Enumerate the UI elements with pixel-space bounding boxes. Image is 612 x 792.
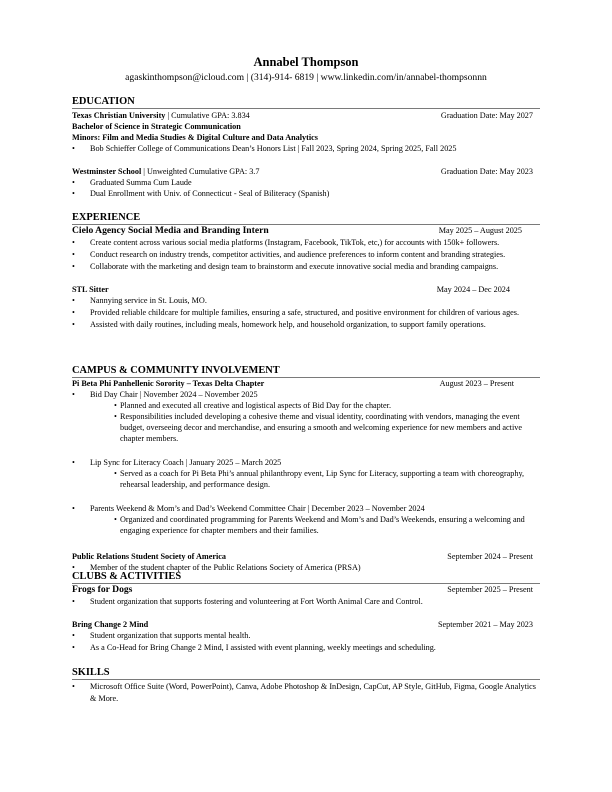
sub-bullet: • Responsibilities included developing a cohesive theme and visual identity, coordinating with vendors, managing the event budget, overseeing decor and merchandise, and ensuring a smooth and welcoming experience for new members and active chapter members. xyxy=(114,412,522,443)
bullet: • Dual Enrollment with Univ. of Connecticut - Seal of Biliteracy (Spanish) xyxy=(72,188,540,199)
tcu-row xyxy=(72,110,540,121)
bullet: • Collaborate with the marketing and design team to brainstorm and execute innovative social media and branding campaigns. xyxy=(72,261,540,272)
bullet: • Microsoft Office Suite (Word, PowerPoint), Canva, Adobe Photoshop & InDesign, CapCut, AP Style, GitHub, Figma, Google Analytics & More. xyxy=(72,681,540,705)
bc2m-row xyxy=(72,619,540,630)
experience-section xyxy=(72,212,540,330)
section-heading: EXPERIENCE xyxy=(72,212,540,225)
org-name: Frogs for Dogs xyxy=(72,584,133,595)
bullet: • Conduct research on industry trends, competitor activities, and audience preferences to inform content and branding strategies. xyxy=(72,249,540,260)
org-date: August 2023 – Present xyxy=(439,379,514,388)
role-bullet: • Lip Sync for Literacy Coach | January 2025 – March 2025 xyxy=(72,457,540,468)
prssa-row xyxy=(72,551,540,562)
gpa: | Cumulative GPA: 3.834 xyxy=(165,111,250,120)
bullet: • Create content across various social media platforms (Instagram, Facebook, TikTok, etc,) for accounts with 150k+ followers. xyxy=(72,237,540,248)
role-bullet: • Parents Weekend & Mom’s and Dad’s Weekend Committee Chair | December 2023 – November 2024 xyxy=(72,503,540,514)
job-date: May 2025 – August 2025 xyxy=(438,226,522,235)
cielo-row xyxy=(72,225,540,237)
school-name: Westminster School xyxy=(72,167,142,176)
bullet: • Graduated Summa Cum Laude xyxy=(72,177,540,188)
graduation-date: Graduation Date: May 2027 xyxy=(440,111,533,120)
bullet: • Assisted with daily routines, including meals, homework help, and household organization, to support family operations. xyxy=(72,319,540,330)
pibeta-row xyxy=(72,378,540,389)
job-title: Cielo Agency Social Media and Branding Intern xyxy=(72,225,269,236)
campus-section xyxy=(72,365,540,573)
minors: Minors: Film and Media Studies & Digital Culture and Data Analytics xyxy=(72,133,318,142)
contact-line: agaskinthompson@icloud.com | (314)-914- 6819 | www.linkedin.com/in/annabel-thompsonnn xyxy=(125,72,487,83)
org-date: September 2025 – Present xyxy=(447,585,533,594)
bullet: • Student organization that supports fostering and volunteering at Fort Worth Animal Care and Control. xyxy=(72,596,540,607)
org-name: Public Relations Student Society of America xyxy=(72,552,226,561)
sub-bullet: • Planned and executed all creative and logistical aspects of Bid Day for the chapter. xyxy=(114,401,391,410)
frogs-row xyxy=(72,584,540,596)
gpa: | Unweighted Cumulative GPA: 3.7 xyxy=(141,167,260,176)
job-title: STL Sitter xyxy=(72,285,109,294)
section-heading: CLUBS & ACTIVITIES xyxy=(72,571,540,584)
school-name: Texas Christian University xyxy=(72,111,166,120)
bullet: • As a Co-Head for Bring Change 2 Mind, I assisted with event planning, weekly meetings and scheduling. xyxy=(72,642,540,653)
sub-bullet: • Served as a coach for Pi Beta Phi’s annual philanthropy event, Lip Sync for Literacy, supporting a team with choreography, rehearsal leadership, and performance design. xyxy=(114,469,525,489)
section-heading: EDUCATION xyxy=(72,96,540,109)
org-name: Pi Beta Phi Panhellenic Sorority – Texas Delta Chapter xyxy=(72,379,265,388)
skills-section xyxy=(72,667,540,705)
bullet: • Provided reliable childcare for multiple families, ensuring a safe, structured, and positive environment for children of various ages. xyxy=(72,307,540,318)
westminster-row xyxy=(72,166,540,177)
bullet: • Student organization that supports mental health. xyxy=(72,630,540,641)
candidate-name: Annabel Thompson xyxy=(253,55,359,69)
org-name: Bring Change 2 Mind xyxy=(72,620,149,629)
degree: Bachelor of Science in Strategic Communication xyxy=(72,122,241,131)
bullet: • Bob Schieffer College of Communications Dean’s Honors List | Fall 2023, Spring 2024, Spring 2025, Fall 2025 xyxy=(72,143,540,154)
education-section xyxy=(72,96,540,199)
org-date: September 2024 – Present xyxy=(447,552,533,561)
role-bullet: • Bid Day Chair | November 2024 – November 2025 xyxy=(72,389,540,400)
bullet: • Nannying service in St. Louis, MO. xyxy=(72,295,540,306)
section-heading: SKILLS xyxy=(72,667,540,680)
job-date: May 2024 – Dec 2024 xyxy=(436,285,510,294)
section-heading: CAMPUS & COMMUNITY INVOLVEMENT xyxy=(72,365,540,378)
graduation-date: Graduation Date: May 2023 xyxy=(440,167,533,176)
org-date: September 2021 – May 2023 xyxy=(437,620,533,629)
sub-bullet: • Organized and coordinated programming for Parents Weekend and Mom’s and Dad’s Weekends, ensuring a welcoming and engaging experience for chapter members and their families. xyxy=(114,515,525,535)
stl-row xyxy=(72,284,540,295)
clubs-section xyxy=(72,571,540,653)
bullet: • Member of the student chapter of the Public Relations Society of America (PRSA) xyxy=(72,562,540,573)
